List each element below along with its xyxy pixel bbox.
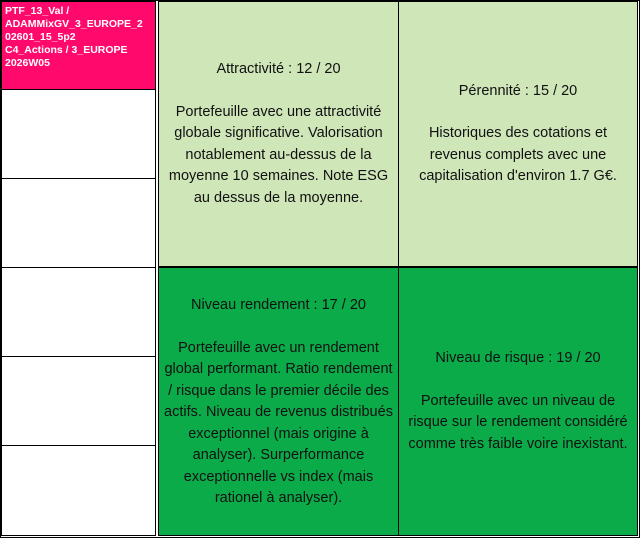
rendement-text: Portefeuille avec un rendement global performant. Ratio rendement / risque dans le premier décile des actifs. Niveau de revenus distribués exceptionnel (mais origine à analyser). Surperformance exceptionnelle vs index (mais rationel à analyser). [164,339,393,507]
empty-cell [1,445,156,536]
portfolio-id-line: PTF_13_Val / [5,5,70,17]
rendement-panel [158,267,399,536]
portfolio-id-cell [1,1,156,90]
attractivite-panel [158,1,399,267]
risque-panel [398,267,638,536]
empty-cell [1,267,156,357]
perennite-heading: Pérennité : 15 / 20 [458,82,578,99]
portfolio-id-line: 02601_15_5p2 [5,31,76,43]
empty-cell [1,89,156,179]
empty-cell [1,178,156,268]
attractivite-heading: Attractivité : 12 / 20 [216,61,341,77]
perennite-text: Historiques des cotations et revenus complets avec une capitalisation d'environ 1.7 G€. [419,125,617,184]
attractivite-text: Portefeuille avec une attractivité globale significative. Valorisation notablement au-dessus de la moyenne 10 semaines. Note ESG au dessus de la moyenne. [168,103,389,206]
risque-text: Portefeuille avec un niveau de risque sur le rendement considéré comme très faible voire inexistant. [408,392,628,452]
empty-cell [1,356,156,446]
perennite-panel [398,1,638,267]
risque-heading: Niveau de risque : 19 / 20 [435,350,601,366]
portfolio-id-line: ADAMMixGV_3_EUROPE_2 [5,18,143,30]
portfolio-id-line: C4_Actions / 3_EUROPE [5,44,128,56]
rendement-heading: Niveau rendement : 17 / 20 [191,297,366,314]
portfolio-id-line: 2026W05 [5,57,50,69]
